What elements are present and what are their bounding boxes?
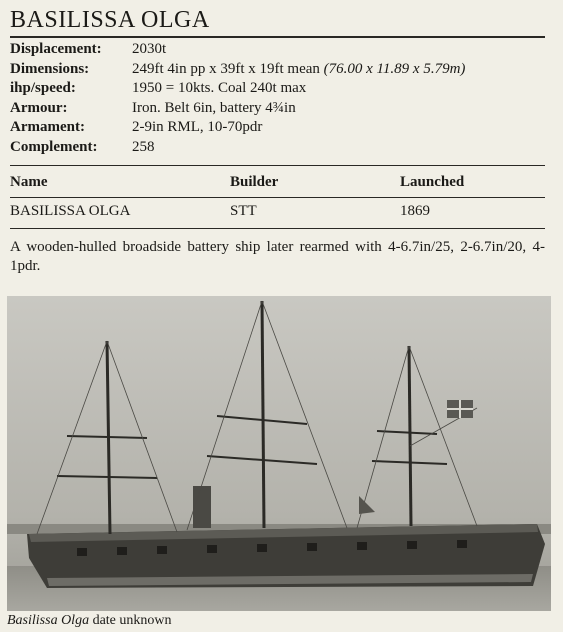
- column-header-name: Name: [10, 174, 48, 190]
- cell-builder: STT: [230, 203, 257, 219]
- spec-row-ihp-speed: [10, 79, 545, 99]
- metric-dimensions: (76.00 x 11.89 x 5.79m): [323, 60, 466, 77]
- table-header-rule: [10, 197, 545, 198]
- column-header-builder: Builder: [230, 174, 279, 190]
- spec-row-armament: [10, 118, 545, 138]
- photo-caption: Basilissa Olga date unknown: [7, 613, 172, 628]
- spec-label: Complement:: [10, 138, 98, 155]
- table-header: [10, 174, 545, 194]
- column-header-launched: Launched: [400, 174, 465, 190]
- spec-value: 1950 = 10kts. Coal 240t max: [132, 80, 307, 97]
- spec-list: [10, 40, 545, 158]
- spec-row-displacement: [10, 40, 545, 60]
- cell-name: BASILISSA OLGA: [10, 203, 131, 219]
- table-top-rule: [10, 165, 545, 166]
- ship-photo: [7, 296, 551, 611]
- spec-label: Armour:: [10, 99, 68, 116]
- spec-value: Iron. Belt 6in, battery 4¾in: [132, 99, 296, 116]
- spec-label: Displacement:: [10, 41, 102, 57]
- title-rule: [10, 36, 545, 38]
- ship-description: A wooden-hulled broadside battery ship later rearmed with 4-6.7in/25, 2-6.7in/20, 4-1pdr.: [10, 239, 545, 274]
- table-row: [10, 203, 545, 223]
- spec-value: 2-9in RML, 10-70pdr: [132, 119, 263, 136]
- cell-launched: 1869: [400, 203, 430, 219]
- spec-value: 258: [132, 138, 155, 155]
- spec-row-armour: [10, 99, 545, 119]
- spec-value: 249ft 4in pp x 39ft x 19ft mean (76.00 x 11.89 x 5.79m): [132, 60, 466, 77]
- ship-title: BASILISSA OLGA: [10, 7, 210, 33]
- spec-row-complement: [10, 138, 545, 158]
- spec-label: Dimensions:: [10, 60, 90, 77]
- spec-label: ihp/speed:: [10, 80, 76, 97]
- spec-value: 2030t: [132, 41, 167, 57]
- spec-row-dimensions: [10, 60, 545, 80]
- table-bottom-rule: [10, 228, 545, 229]
- spec-label: Armament:: [10, 119, 85, 136]
